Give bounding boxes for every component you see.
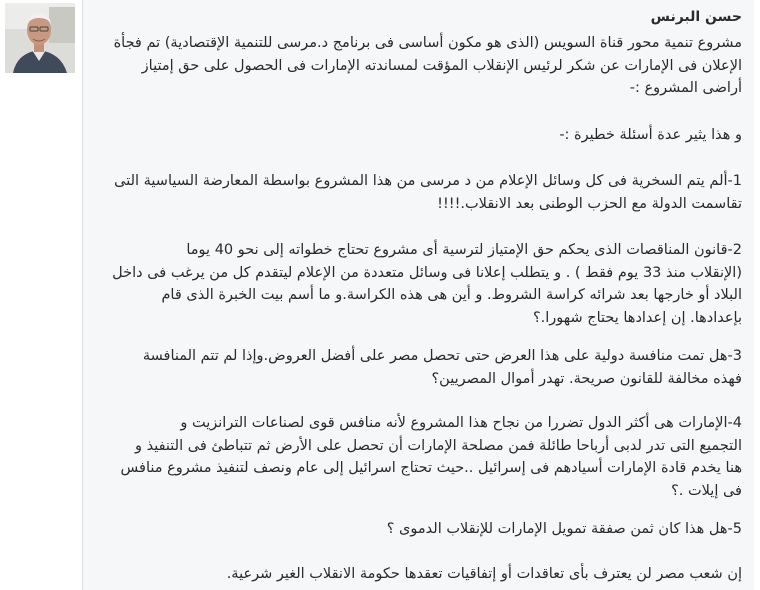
text-line: و هذا يثير عدة أسئلة خطيرة :- <box>559 127 742 143</box>
paragraph-intro <box>93 32 742 100</box>
author-name[interactable]: حسن البرنس <box>650 9 742 25</box>
author-photo-icon <box>5 3 75 73</box>
text-line: 2-قانون المناقصات الذى يحكم حق الإمتياز لترسية أى مشروع تحتاج خطواته إلى نحو 40 يوما <box>186 242 742 258</box>
paragraph-conclusion <box>93 563 742 586</box>
paragraph-question-4 <box>93 412 742 502</box>
author-avatar[interactable] <box>5 3 75 73</box>
paragraph-question-1 <box>93 170 742 215</box>
text-line: التجميع التى تدر لدبى أرباحا طائلة فمن مصلحة الإمارات أن تحصل على الأرض ثم تتباطئ فى التنفيذ و <box>135 437 742 454</box>
text-line: الإعلان فى الإمارات عن شكر لرئيس الإنقلاب المؤقت لمساندته الإمارات فى الحصول على حق إمتياز <box>141 57 742 74</box>
text-line: البلاد أو خارجها بعد شرائه كراسة الشروط. و أين هى هذه الكراسة.و ما أسم بيت الخبرة الذى قام <box>161 287 742 303</box>
text-line: 1-ألم يتم السخرية فى كل وسائل الإعلام من د مرسى من هذا المشروع بواسطة المعارضة السياسية التى <box>114 173 742 189</box>
paragraph-question-5 <box>93 518 742 541</box>
post-content <box>82 0 754 590</box>
text-line: بإعدادها. إن إعدادها يحتاج شهورا.؟ <box>532 309 742 326</box>
text-line: (الإنقلاب منذ 33 يوم فقط ) . و يتطلب إعلانا فى وسائل متعددة من الإعلام ليتقدم كل من يرغب فى داخل <box>112 264 742 281</box>
paragraph-question-3 <box>93 345 742 390</box>
text-line: إن شعب مصر لن يعترف بأى تعاقدات أو إتفاقيات تعقدها حكومة الانقلاب الغير شرعية. <box>226 566 742 582</box>
text-line: هنا يخدم قادة الإمارات أسيادهم فى إسرائيل ..حيث تحتاج اسرائيل إلى عام ونصف لتنفيذ مشروع منافس <box>120 460 742 476</box>
text-line: مشروع تنمية محور قناة السويس (الذى هو مكون أساسى فى برنامج د.مرسى للتنمية الإقتصادية) تم فجأة <box>113 35 742 51</box>
paragraph-question-2 <box>93 239 742 329</box>
text-line: فهذه مخالفة للقانون صريحة. تهدر أموال المصريين؟ <box>431 370 742 387</box>
text-line: أراضى المشروع :- <box>629 80 742 96</box>
text-line: 3-هل تمت منافسة دولية على هذا العرض حتى تحصل مصر على أفضل العروض.وإذا لم تتم المنافسة <box>142 348 742 364</box>
paragraph-questions <box>93 124 742 147</box>
text-line: فى إيلات .؟ <box>671 482 742 499</box>
text-line: 5-هل هذا كان ثمن صفقة تمويل الإمارات للإنقلاب الدموى ؟ <box>386 521 742 537</box>
text-line: تقاسمت الدولة مع الحزب الوطنى بعد الانقلاب.!!!! <box>437 195 742 212</box>
text-line: 4-الإمارات هى أكثر الدول تضررا من نجاح هذا المشروع لأنه منافس قوى لصناعات الترانزيت و <box>180 415 742 431</box>
